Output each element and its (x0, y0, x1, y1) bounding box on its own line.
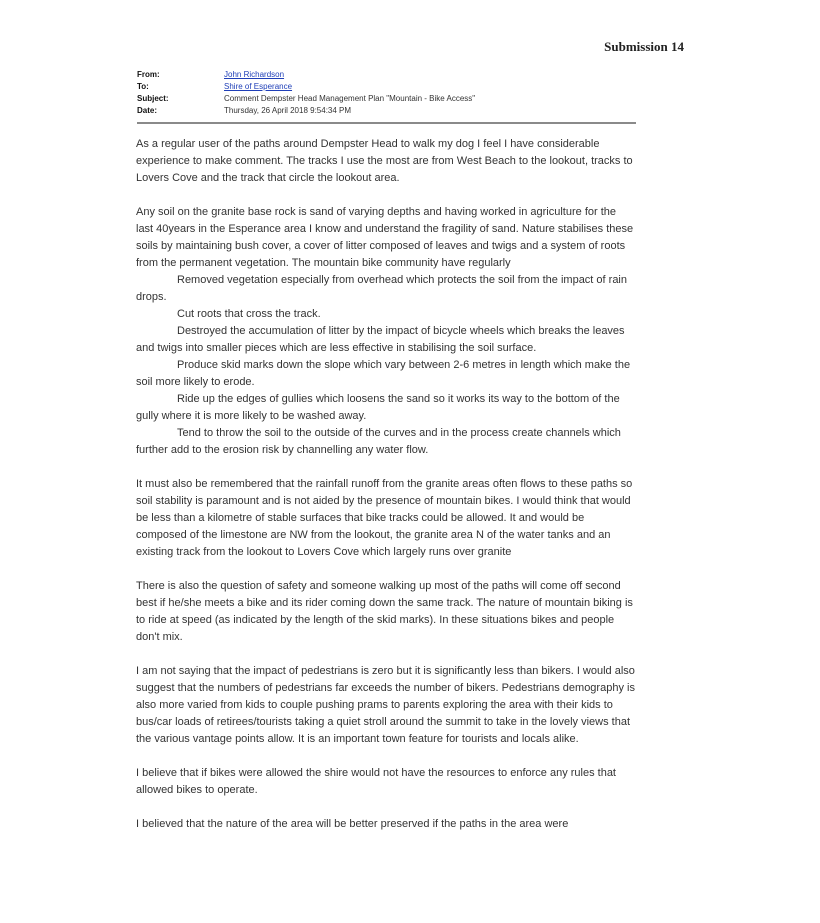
to-row (137, 81, 637, 93)
subject-row (137, 93, 637, 105)
from-row (137, 69, 637, 81)
list-item: Tend to throw the soil to the outside of the curves and in the process create channels which further add to the erosion risk by channelling any water flow. (136, 427, 621, 456)
submission-label: Submission 14 (604, 39, 684, 54)
list-item: Removed vegetation especially from overhead which protects the soil from the impact of rain drops. (136, 274, 627, 303)
from-link[interactable]: John Richardson (224, 70, 285, 79)
email-header (137, 69, 637, 117)
paragraph-5: I am not saying that the impact of pedestrians is zero but it is significantly less than bikers. I would also suggest that the numbers of pedestrians far exceeds the number of bikers. Pedestrians demography is also more varied from kids to couple pushing prams to parents exploring the area with their kids to bus/car loads of retirees/tourists taking a quiet stroll around the summit to take in the lovely views that the various vantage points allow. It is an important town feature for tourists and locals alike. (136, 665, 635, 745)
date-value: Thursday, 26 April 2018 9:54:34 PM (224, 106, 352, 115)
paragraph-2-intro: Any soil on the granite base rock is sand of varying depths and having worked in agriculture for the last 40years in the Esperance area I know and understand the fragility of sand. Nature stabilises these soils by maintaining bush cover, a cover of litter composed of leaves and twigs and a system of roots from the permanent vegetation. The mountain bike community have regularly (136, 206, 634, 269)
list-item: Produce skid marks down the slope which vary between 2-6 metres in length which make the soil more likely to erode. (136, 359, 631, 388)
list-item: Cut roots that cross the track. (177, 308, 321, 320)
paragraph-6: I believe that if bikes were allowed the shire would not have the resources to enforce any rules that allowed bikes to operate. (136, 767, 616, 796)
paragraph-1: As a regular user of the paths around Dempster Head to walk my dog I feel I have considerable experience to make comment. The tracks I use the most are from West Beach to the lookout, tracks to Lovers Cove and the track that circle the lookout area. (136, 138, 633, 184)
paragraph-7: I believed that the nature of the area will be better preserved if the paths in the area were (136, 818, 569, 830)
subject-label: Subject: (137, 94, 169, 103)
subject-value: Comment Dempster Head Management Plan "Mountain - Bike Access" (224, 94, 476, 103)
date-label: Date: (137, 106, 158, 115)
header-divider (137, 122, 636, 124)
paragraph-4: There is also the question of safety and someone walking up most of the paths will come off second best if he/she meets a bike and its rider coming down the same track. The nature of mountain biking is to ride at speed (as indicated by the length of the skid marks). In these situations bikes and people don't mix. (136, 580, 633, 643)
from-label: From: (137, 70, 160, 79)
paragraph-2 (136, 204, 636, 459)
paragraph-3: It must also be remembered that the rainfall runoff from the granite areas often flows to these paths so soil stability is paramount and is not aided by the presence of mountain bikes. I would think that would be less than a kilometre of stable surfaces that bike tracks could be allowed. It and would be composed of the limestone are NW from the lookout, the granite area N of the water tanks and an existing track from the lookout to Lovers Cove which largely runs over granite (136, 478, 633, 558)
list-item: Destroyed the accumulation of litter by the impact of bicycle wheels which breaks the leaves and twigs into smaller pieces which are less effective in stabilising the soil surface. (136, 325, 625, 354)
letter-body (136, 136, 636, 850)
list-item: Ride up the edges of gullies which loosens the sand so it works its way to the bottom of the gully where it is more likely to be washed away. (136, 393, 620, 422)
to-label: To: (137, 82, 149, 91)
date-row (137, 105, 637, 117)
to-link[interactable]: Shire of Esperance (224, 82, 293, 91)
